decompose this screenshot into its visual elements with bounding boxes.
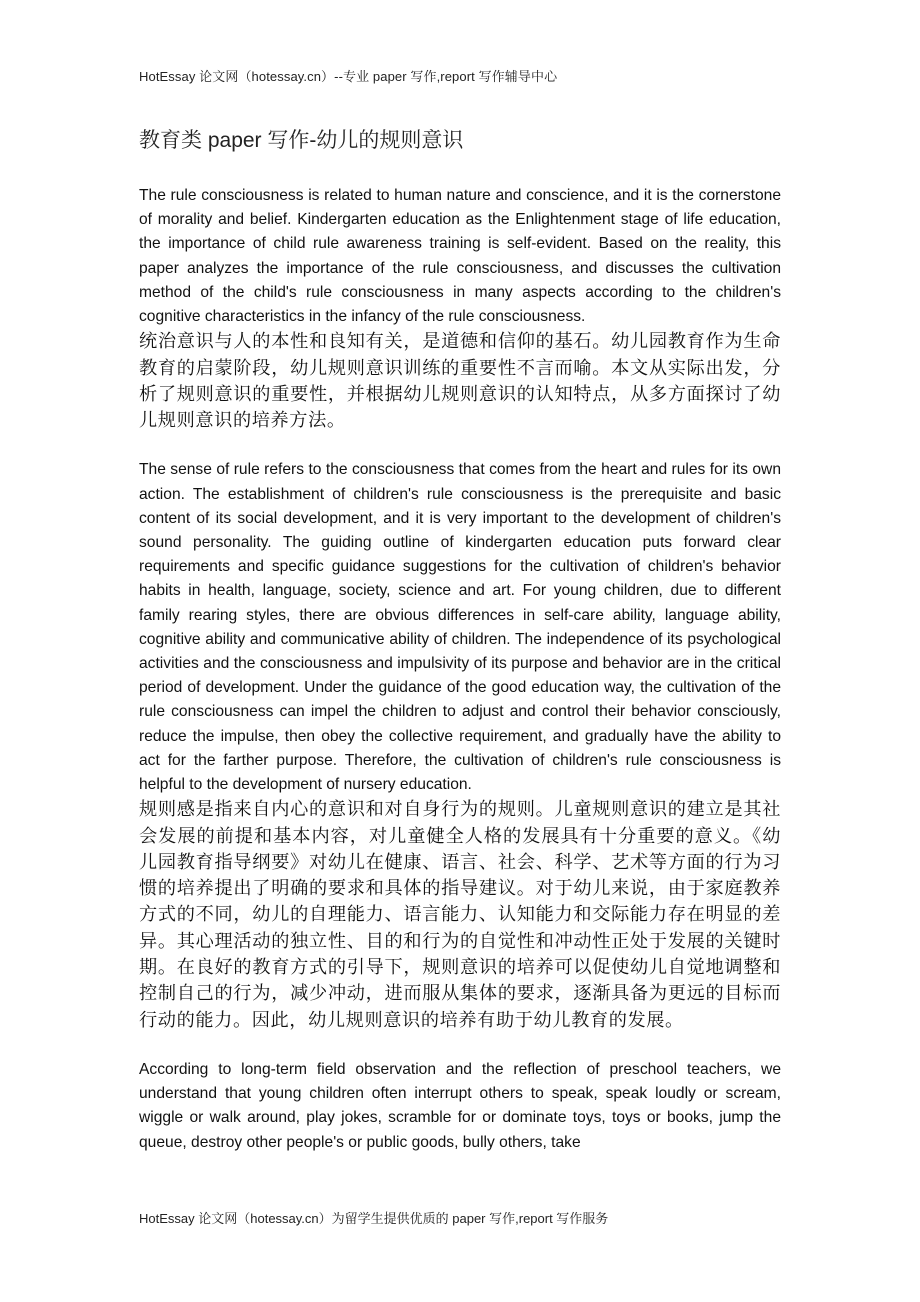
page-footer: HotEssay 论文网（hotessay.cn）为留学生提供优质的 paper 写作,report 写作服务 <box>139 1211 609 1226</box>
paragraph-english-3: According to long-term field observation and the reflection of preschool teachers, we understand that young children often interrupt others to speak, speak loudly or scream, wiggle or walk around, play jokes, scramble for or dominate toys, toys or books, jump the queue, destroy other people's or public goods, bully others, take <box>139 1060 781 1151</box>
abstract-english: The rule consciousness is related to human nature and conscience, and it is the cornerstone of morality and belief. Kindergarten education as the Enlightenment stage of life education, the importance of child rule awareness training is self-evident. Based on the reality, this paper analyzes the importance of the rule consciousness, and discusses the cultivation method of the child's rule consciousness in many aspects according to the children's cognitive characteristics in the infancy of the rule consciousness. <box>139 187 781 326</box>
page-header: HotEssay 论文网（hotessay.cn）--专业 paper 写作,report 写作辅导中心 <box>139 69 558 84</box>
document-body <box>139 184 781 1155</box>
abstract-chinese: 统治意识与人的本性和良知有关，是道德和信仰的基石。幼儿园教育作为生命教育的启蒙阶段，幼儿规则意识训练的重要性不言而喻。本文从实际出发，分析了规则意识的重要性，并根据幼儿规则意识的认知特点，从多方面探讨了幼儿规则意识的培养方法。 <box>139 331 781 432</box>
paragraph-gap <box>139 1034 781 1058</box>
paragraph-chinese-2: 规则感是指来自内心的意识和对自身行为的规则。儿童规则意识的建立是其社会发展的前提和基本内容，对儿童健全人格的发展具有十分重要的意义。《幼儿园教育指导纲要》对幼儿在健康、语言、社会、科学、艺术等方面的行为习惯的培养提出了明确的要求和具体的指导建议。对于幼儿来说，由于家庭教养方式的不同，幼儿的自理能力、语言能力、认知能力和交际能力存在明显的差异。其心理活动的独立性、目的和行为的自觉性和冲动性正处于发展的关键时期。在良好的教育方式的引导下，规则意识的培养可以促使幼儿自觉地调整和控制自己的行为，减少冲动，进而服从集体的要求，逐渐具备为更远的目标而行动的能力。因此，幼儿规则意识的培养有助于幼儿教育的发展。 <box>139 799 781 1031</box>
paragraph-english-2: The sense of rule refers to the consciousness that comes from the heart and rules for its own action. The establishment of children's rule consciousness is the prerequisite and basic content of its social development, and it is very important to the development of children's sound personality. The guiding outline of kindergarten education puts forward clear requirements and specific guidance suggestions for the cultivation of children's behavior habits in health, language, society, science and art. For young children, due to different family rearing styles, there are obvious differences in self-care ability, language ability, cognitive ability and communicative ability of children. The independence of its psychological activities and the consciousness and impulsivity of its purpose and behavior are in the critical period of development. Under the guidance of the good education way, the cultivation of the rule consciousness can impel the children to adjust and control their behavior consciously, reduce the impulse, then obey the collective requirement, and gradually have the ability to act for the farther purpose. Therefore, the cultivation of children's rule consciousness is helpful to the development of nursery education. <box>139 461 781 794</box>
paragraph-gap <box>139 434 781 458</box>
document-title: 教育类 paper 写作-幼儿的规则意识 <box>139 129 464 152</box>
